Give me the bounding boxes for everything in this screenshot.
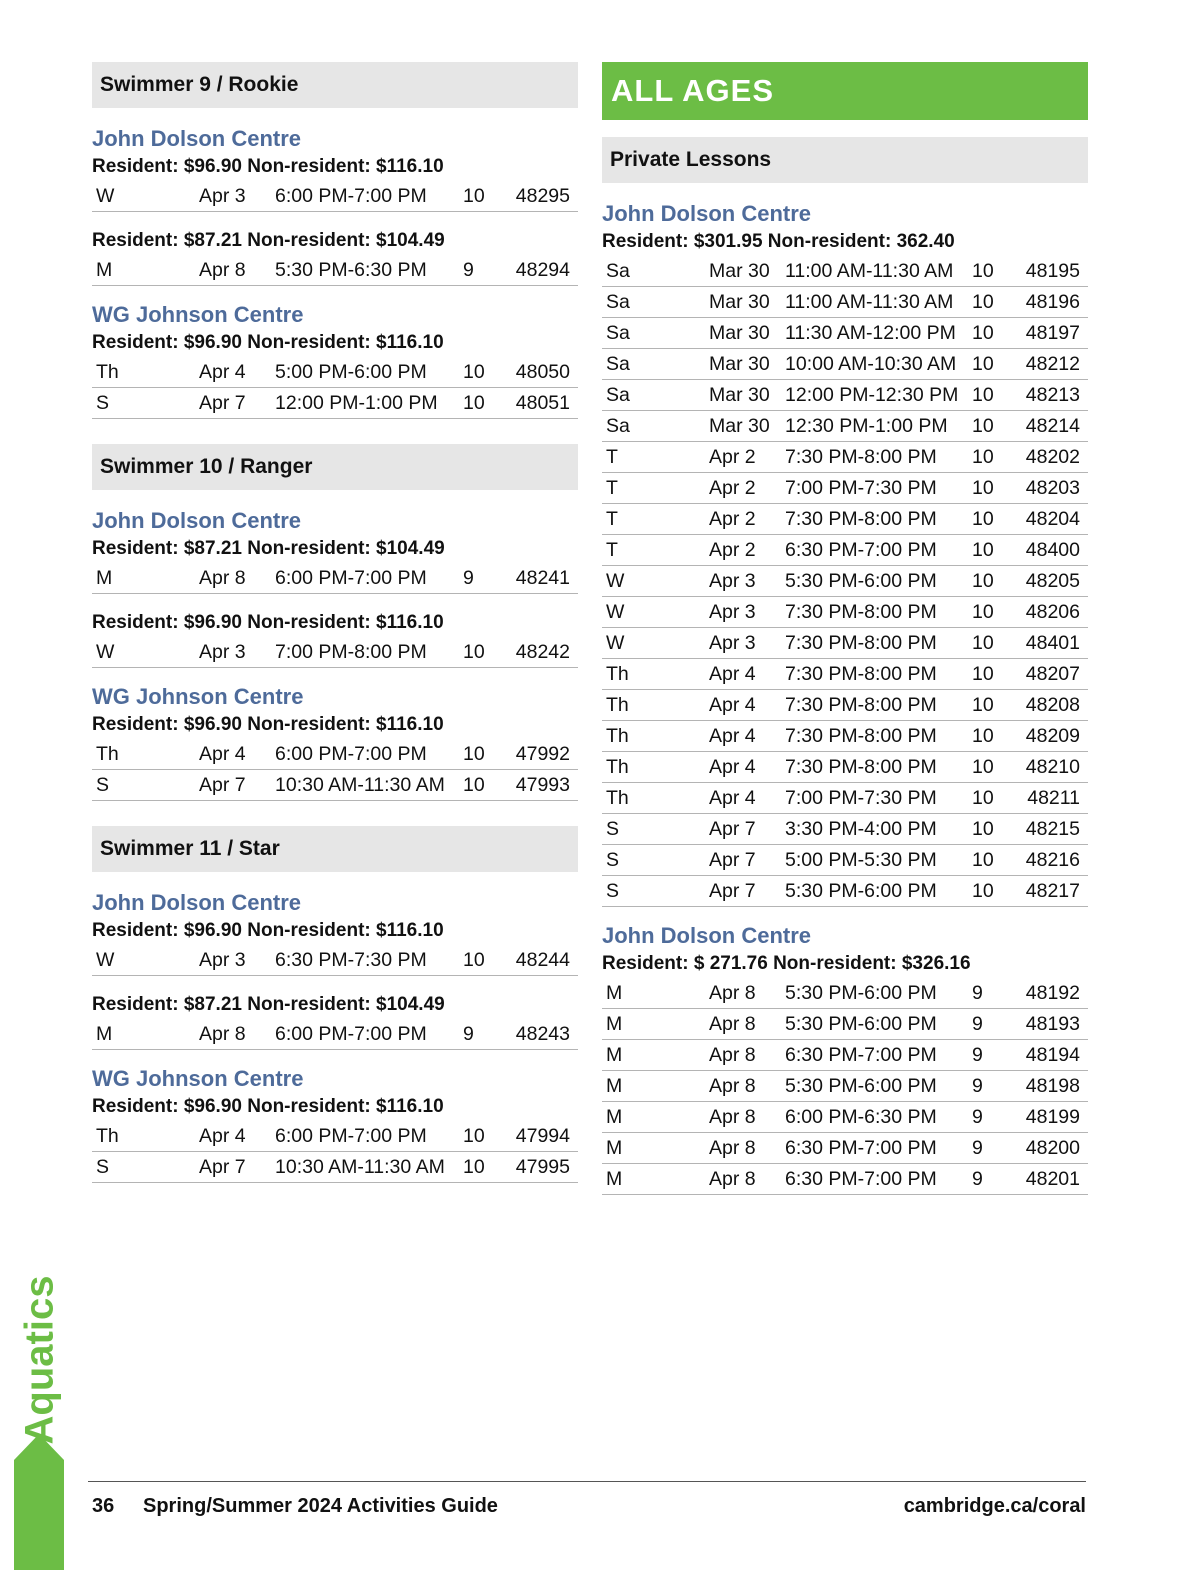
- time-cell: 7:30 PM-8:00 PM: [785, 694, 937, 716]
- sessions-cell: 10: [463, 392, 485, 414]
- time-cell: 7:00 PM-7:30 PM: [785, 787, 937, 809]
- sessions-cell: 10: [463, 774, 485, 796]
- course-code-cell: 48216: [1025, 849, 1080, 871]
- day-cell: M: [606, 982, 623, 1004]
- day-cell: T: [606, 508, 618, 530]
- sessions-cell: 10: [972, 415, 994, 437]
- time-cell: 10:30 AM-11:30 AM: [275, 774, 445, 796]
- day-cell: M: [96, 567, 113, 589]
- date-cell: Apr 8: [709, 1075, 756, 1097]
- table-row: [602, 1071, 1088, 1102]
- sessions-cell: 10: [972, 756, 994, 778]
- date-cell: Apr 8: [709, 1137, 756, 1159]
- date-cell: Apr 8: [709, 1013, 756, 1035]
- time-cell: 7:30 PM-8:00 PM: [785, 446, 937, 468]
- date-cell: Mar 30: [709, 384, 770, 406]
- date-cell: Mar 30: [709, 260, 770, 282]
- date-cell: Apr 3: [709, 601, 756, 623]
- course-code-cell: 47995: [515, 1156, 570, 1178]
- sessions-cell: 9: [463, 1023, 474, 1045]
- price-line: Resident: $87.21 Non-resident: $104.49: [92, 230, 445, 251]
- course-code-cell: 48197: [1025, 322, 1080, 344]
- course-code-cell: 48198: [1025, 1075, 1080, 1097]
- time-cell: 7:00 PM-7:30 PM: [785, 477, 937, 499]
- date-cell: Apr 4: [709, 756, 756, 778]
- table-row: [602, 504, 1088, 535]
- date-cell: Mar 30: [709, 353, 770, 375]
- date-cell: Apr 7: [199, 1156, 246, 1178]
- date-cell: Apr 3: [199, 641, 246, 663]
- venue-spacer: [92, 668, 578, 683]
- table-row: [602, 473, 1088, 504]
- sessions-cell: 10: [972, 539, 994, 561]
- day-cell: M: [606, 1168, 623, 1190]
- table-row: [92, 181, 578, 212]
- time-cell: 6:30 PM-7:00 PM: [785, 539, 937, 561]
- sessions-cell: 9: [972, 982, 983, 1004]
- time-cell: 12:00 PM-12:30 PM: [785, 384, 959, 406]
- day-cell: S: [606, 849, 620, 871]
- date-cell: Apr 8: [709, 982, 756, 1004]
- day-cell: W: [606, 601, 625, 623]
- table-row: [602, 783, 1088, 814]
- date-cell: Mar 30: [709, 415, 770, 437]
- date-cell: Apr 2: [709, 508, 756, 530]
- table-row: [602, 380, 1088, 411]
- time-cell: 7:00 PM-8:00 PM: [275, 641, 427, 663]
- course-code-cell: 48194: [1025, 1044, 1080, 1066]
- day-cell: M: [606, 1013, 623, 1035]
- course-code-cell: 48193: [1025, 1013, 1080, 1035]
- price-line: Resident: $96.90 Non-resident: $116.10: [92, 714, 444, 735]
- course-code-cell: 48213: [1025, 384, 1080, 406]
- table-row: [92, 739, 578, 770]
- table-row: [602, 659, 1088, 690]
- time-cell: 12:00 PM-1:00 PM: [275, 392, 438, 414]
- table-row: [602, 1133, 1088, 1164]
- table-row: [92, 1121, 578, 1152]
- course-code-cell: 48400: [1025, 539, 1080, 561]
- time-cell: 6:30 PM-7:00 PM: [785, 1168, 937, 1190]
- time-cell: 5:30 PM-6:30 PM: [275, 259, 427, 281]
- table-row: [602, 256, 1088, 287]
- course-code-cell: 48401: [1025, 632, 1080, 654]
- sessions-cell: 10: [463, 641, 485, 663]
- table-row: [92, 357, 578, 388]
- sessions-cell: 10: [972, 446, 994, 468]
- day-cell: Th: [96, 743, 119, 765]
- table-row: [602, 442, 1088, 473]
- sessions-cell: 10: [463, 185, 485, 207]
- course-code-cell: 48199: [1025, 1106, 1080, 1128]
- time-cell: 5:30 PM-6:00 PM: [785, 570, 937, 592]
- sessions-cell: 9: [972, 1168, 983, 1190]
- venue-name: WG Johnson Centre: [92, 302, 304, 327]
- date-cell: Apr 7: [709, 849, 756, 871]
- table-row: [602, 845, 1088, 876]
- section-heading: Swimmer 9 / Rookie: [92, 62, 578, 108]
- day-cell: W: [96, 949, 115, 971]
- time-cell: 6:00 PM-7:00 PM: [275, 1023, 427, 1045]
- course-code-cell: 47994: [515, 1125, 570, 1147]
- table-row: [602, 411, 1088, 442]
- sessions-cell: 10: [463, 743, 485, 765]
- time-cell: 7:30 PM-8:00 PM: [785, 725, 937, 747]
- table-row: [602, 876, 1088, 907]
- side-tab: [14, 1460, 64, 1570]
- table-row: [602, 721, 1088, 752]
- course-code-cell: 48192: [1025, 982, 1080, 1004]
- date-cell: Apr 8: [709, 1044, 756, 1066]
- section-heading: Swimmer 11 / Star: [92, 826, 578, 872]
- day-cell: Th: [96, 361, 119, 383]
- price-line: Resident: $96.90 Non-resident: $116.10: [92, 612, 444, 633]
- course-code-cell: 48195: [1025, 260, 1080, 282]
- sessions-cell: 10: [972, 694, 994, 716]
- course-code-cell: 48242: [515, 641, 570, 663]
- venue-spacer: [92, 286, 578, 301]
- date-cell: Apr 4: [709, 694, 756, 716]
- sessions-cell: 10: [972, 663, 994, 685]
- course-code-cell: 48207: [1025, 663, 1080, 685]
- course-code-cell: 48295: [515, 185, 570, 207]
- date-cell: Apr 2: [709, 477, 756, 499]
- day-cell: T: [606, 477, 618, 499]
- course-code-cell: 48212: [1025, 353, 1080, 375]
- page-number: 36: [92, 1495, 115, 1517]
- venue-name: WG Johnson Centre: [92, 684, 304, 709]
- date-cell: Mar 30: [709, 291, 770, 313]
- venue-name: John Dolson Centre: [92, 126, 302, 151]
- day-cell: M: [606, 1106, 623, 1128]
- table-row: [602, 628, 1088, 659]
- group-spacer: [92, 212, 578, 227]
- course-code-cell: 47993: [515, 774, 570, 796]
- course-code-cell: 48206: [1025, 601, 1080, 623]
- time-cell: 7:30 PM-8:00 PM: [785, 508, 937, 530]
- course-code-cell: 48214: [1025, 415, 1080, 437]
- time-cell: 5:00 PM-5:30 PM: [785, 849, 937, 871]
- table-row: [92, 1152, 578, 1183]
- sessions-cell: 10: [972, 291, 994, 313]
- sessions-cell: 10: [463, 1125, 485, 1147]
- price-line: Resident: $301.95 Non-resident: 362.40: [602, 231, 955, 252]
- course-code-cell: 48241: [515, 567, 570, 589]
- date-cell: Apr 3: [709, 570, 756, 592]
- sessions-cell: 10: [463, 1156, 485, 1178]
- day-cell: Th: [606, 725, 629, 747]
- course-code-cell: 48211: [1027, 787, 1080, 809]
- time-cell: 7:30 PM-8:00 PM: [785, 756, 937, 778]
- footer-url[interactable]: cambridge.ca/coral: [903, 1495, 1086, 1517]
- price-line: Resident: $87.21 Non-resident: $104.49: [92, 538, 445, 559]
- course-code-cell: 48244: [515, 949, 570, 971]
- day-cell: Sa: [606, 291, 630, 313]
- course-code-cell: 48208: [1025, 694, 1080, 716]
- course-code-cell: 48215: [1025, 818, 1080, 840]
- sessions-cell: 9: [972, 1013, 983, 1035]
- day-cell: Sa: [606, 384, 630, 406]
- course-code-cell: 48243: [515, 1023, 570, 1045]
- table-row: [92, 945, 578, 976]
- date-cell: Apr 4: [709, 787, 756, 809]
- sessions-cell: 10: [972, 880, 994, 902]
- date-cell: Apr 8: [709, 1168, 756, 1190]
- day-cell: W: [606, 632, 625, 654]
- day-cell: W: [96, 185, 115, 207]
- sessions-cell: 10: [972, 477, 994, 499]
- date-cell: Apr 2: [709, 446, 756, 468]
- time-cell: 6:00 PM-6:30 PM: [785, 1106, 937, 1128]
- table-row: [602, 690, 1088, 721]
- time-cell: 5:30 PM-6:00 PM: [785, 1013, 937, 1035]
- sessions-cell: 10: [972, 322, 994, 344]
- time-cell: 7:30 PM-8:00 PM: [785, 632, 937, 654]
- date-cell: Apr 7: [199, 774, 246, 796]
- sessions-cell: 10: [463, 361, 485, 383]
- course-code-cell: 48202: [1025, 446, 1080, 468]
- time-cell: 7:30 PM-8:00 PM: [785, 601, 937, 623]
- date-cell: Apr 8: [199, 1023, 246, 1045]
- sessions-cell: 10: [972, 818, 994, 840]
- all-ages-banner: ALL AGES: [602, 62, 1088, 120]
- sessions-cell: 9: [972, 1137, 983, 1159]
- date-cell: Apr 7: [709, 880, 756, 902]
- price-line: Resident: $96.90 Non-resident: $116.10: [92, 1096, 444, 1117]
- sessions-cell: 10: [972, 353, 994, 375]
- section-spacer: [92, 801, 578, 826]
- time-cell: 6:00 PM-7:00 PM: [275, 1125, 427, 1147]
- sessions-cell: 10: [972, 787, 994, 809]
- time-cell: 5:30 PM-6:00 PM: [785, 982, 937, 1004]
- table-row: [602, 1009, 1088, 1040]
- date-cell: Apr 8: [709, 1106, 756, 1128]
- sessions-cell: 9: [972, 1075, 983, 1097]
- time-cell: 7:30 PM-8:00 PM: [785, 663, 937, 685]
- day-cell: S: [606, 880, 620, 902]
- sessions-cell: 10: [972, 384, 994, 406]
- day-cell: S: [96, 1156, 110, 1178]
- left-column: [92, 62, 578, 1183]
- course-code-cell: 48204: [1025, 508, 1080, 530]
- course-code-cell: 48196: [1025, 291, 1080, 313]
- day-cell: Sa: [606, 322, 630, 344]
- venue-spacer: [602, 907, 1088, 922]
- group-spacer: [92, 976, 578, 991]
- course-code-cell: 48201: [1025, 1168, 1080, 1190]
- sessions-cell: 10: [972, 725, 994, 747]
- sessions-cell: 9: [463, 259, 474, 281]
- section-heading: Swimmer 10 / Ranger: [92, 444, 578, 490]
- table-row: [602, 978, 1088, 1009]
- day-cell: M: [606, 1075, 623, 1097]
- sessions-cell: 9: [972, 1044, 983, 1066]
- date-cell: Apr 3: [709, 632, 756, 654]
- time-cell: 10:30 AM-11:30 AM: [275, 1156, 445, 1178]
- time-cell: 6:00 PM-7:00 PM: [275, 743, 427, 765]
- table-row: [602, 1102, 1088, 1133]
- table-row: [602, 535, 1088, 566]
- side-tab-label: Aquatics: [17, 1275, 62, 1445]
- day-cell: Sa: [606, 415, 630, 437]
- time-cell: 6:30 PM-7:30 PM: [275, 949, 427, 971]
- sessions-cell: 10: [972, 508, 994, 530]
- time-cell: 12:30 PM-1:00 PM: [785, 415, 948, 437]
- price-line: Resident: $96.90 Non-resident: $116.10: [92, 332, 444, 353]
- time-cell: 6:00 PM-7:00 PM: [275, 185, 427, 207]
- sessions-cell: 10: [972, 849, 994, 871]
- course-code-cell: 48200: [1025, 1137, 1080, 1159]
- table-row: [92, 770, 578, 801]
- sessions-cell: 9: [972, 1106, 983, 1128]
- price-line: Resident: $ 271.76 Non-resident: $326.16: [602, 953, 971, 974]
- footer-divider: [88, 1481, 1086, 1482]
- course-code-cell: 48294: [515, 259, 570, 281]
- day-cell: Th: [606, 787, 629, 809]
- course-code-cell: 48210: [1025, 756, 1080, 778]
- time-cell: 3:30 PM-4:00 PM: [785, 818, 937, 840]
- sessions-cell: 10: [972, 260, 994, 282]
- date-cell: Apr 2: [709, 539, 756, 561]
- group-spacer: [92, 594, 578, 609]
- table-row: [92, 1019, 578, 1050]
- section-heading: Private Lessons: [602, 137, 1088, 183]
- section-spacer: [92, 419, 578, 444]
- date-cell: Apr 8: [199, 259, 246, 281]
- date-cell: Apr 7: [199, 392, 246, 414]
- day-cell: Th: [96, 1125, 119, 1147]
- date-cell: Mar 30: [709, 322, 770, 344]
- time-cell: 10:00 AM-10:30 AM: [785, 353, 957, 375]
- date-cell: Apr 3: [199, 185, 246, 207]
- table-row: [602, 566, 1088, 597]
- date-cell: Apr 4: [709, 725, 756, 747]
- date-cell: Apr 4: [199, 361, 246, 383]
- course-code-cell: 48051: [515, 392, 570, 414]
- sessions-cell: 10: [972, 601, 994, 623]
- venue-name: John Dolson Centre: [92, 508, 302, 533]
- date-cell: Apr 4: [199, 743, 246, 765]
- day-cell: Th: [606, 663, 629, 685]
- day-cell: Th: [606, 694, 629, 716]
- table-row: [602, 1164, 1088, 1195]
- time-cell: 5:30 PM-6:00 PM: [785, 880, 937, 902]
- time-cell: 11:30 AM-12:00 PM: [785, 322, 956, 344]
- day-cell: Th: [606, 756, 629, 778]
- day-cell: M: [606, 1137, 623, 1159]
- table-row: [92, 563, 578, 594]
- day-cell: W: [606, 570, 625, 592]
- date-cell: Apr 7: [709, 818, 756, 840]
- day-cell: M: [96, 1023, 113, 1045]
- course-code-cell: 48217: [1025, 880, 1080, 902]
- venue-name: WG Johnson Centre: [92, 1066, 304, 1091]
- table-row: [92, 255, 578, 286]
- sessions-cell: 10: [972, 570, 994, 592]
- price-line: Resident: $96.90 Non-resident: $116.10: [92, 920, 444, 941]
- day-cell: Sa: [606, 260, 630, 282]
- right-column: [602, 62, 1088, 1195]
- time-cell: 5:30 PM-6:00 PM: [785, 1075, 937, 1097]
- table-row: [602, 814, 1088, 845]
- day-cell: S: [96, 774, 110, 796]
- table-row: [92, 388, 578, 419]
- time-cell: 6:30 PM-7:00 PM: [785, 1137, 937, 1159]
- price-line: Resident: $87.21 Non-resident: $104.49: [92, 994, 445, 1015]
- course-code-cell: 48203: [1025, 477, 1080, 499]
- time-cell: 6:30 PM-7:00 PM: [785, 1044, 937, 1066]
- sessions-cell: 10: [972, 632, 994, 654]
- date-cell: Apr 4: [199, 1125, 246, 1147]
- guide-title: Spring/Summer 2024 Activities Guide: [143, 1495, 498, 1517]
- time-cell: 11:00 AM-11:30 AM: [785, 260, 954, 282]
- table-row: [92, 637, 578, 668]
- sessions-cell: 9: [463, 567, 474, 589]
- course-code-cell: 48050: [515, 361, 570, 383]
- table-row: [602, 318, 1088, 349]
- day-cell: T: [606, 446, 618, 468]
- price-line: Resident: $96.90 Non-resident: $116.10: [92, 156, 444, 177]
- table-row: [602, 597, 1088, 628]
- day-cell: Sa: [606, 353, 630, 375]
- table-row: [602, 349, 1088, 380]
- table-row: [602, 752, 1088, 783]
- right-sections: [602, 137, 1088, 1195]
- day-cell: T: [606, 539, 618, 561]
- day-cell: M: [96, 259, 113, 281]
- time-cell: 11:00 AM-11:30 AM: [785, 291, 954, 313]
- time-cell: 5:00 PM-6:00 PM: [275, 361, 427, 383]
- day-cell: W: [96, 641, 115, 663]
- day-cell: S: [606, 818, 620, 840]
- day-cell: M: [606, 1044, 623, 1066]
- sessions-cell: 10: [463, 949, 485, 971]
- venue-name: John Dolson Centre: [602, 923, 812, 948]
- table-row: [602, 1040, 1088, 1071]
- course-code-cell: 48205: [1025, 570, 1080, 592]
- venue-name: John Dolson Centre: [92, 890, 302, 915]
- day-cell: S: [96, 392, 110, 414]
- course-code-cell: 47992: [515, 743, 570, 765]
- venue-name: John Dolson Centre: [602, 201, 812, 226]
- date-cell: Apr 3: [199, 949, 246, 971]
- date-cell: Apr 4: [709, 663, 756, 685]
- date-cell: Apr 8: [199, 567, 246, 589]
- time-cell: 6:00 PM-7:00 PM: [275, 567, 427, 589]
- course-code-cell: 48209: [1025, 725, 1080, 747]
- table-row: [602, 287, 1088, 318]
- venue-spacer: [92, 1050, 578, 1065]
